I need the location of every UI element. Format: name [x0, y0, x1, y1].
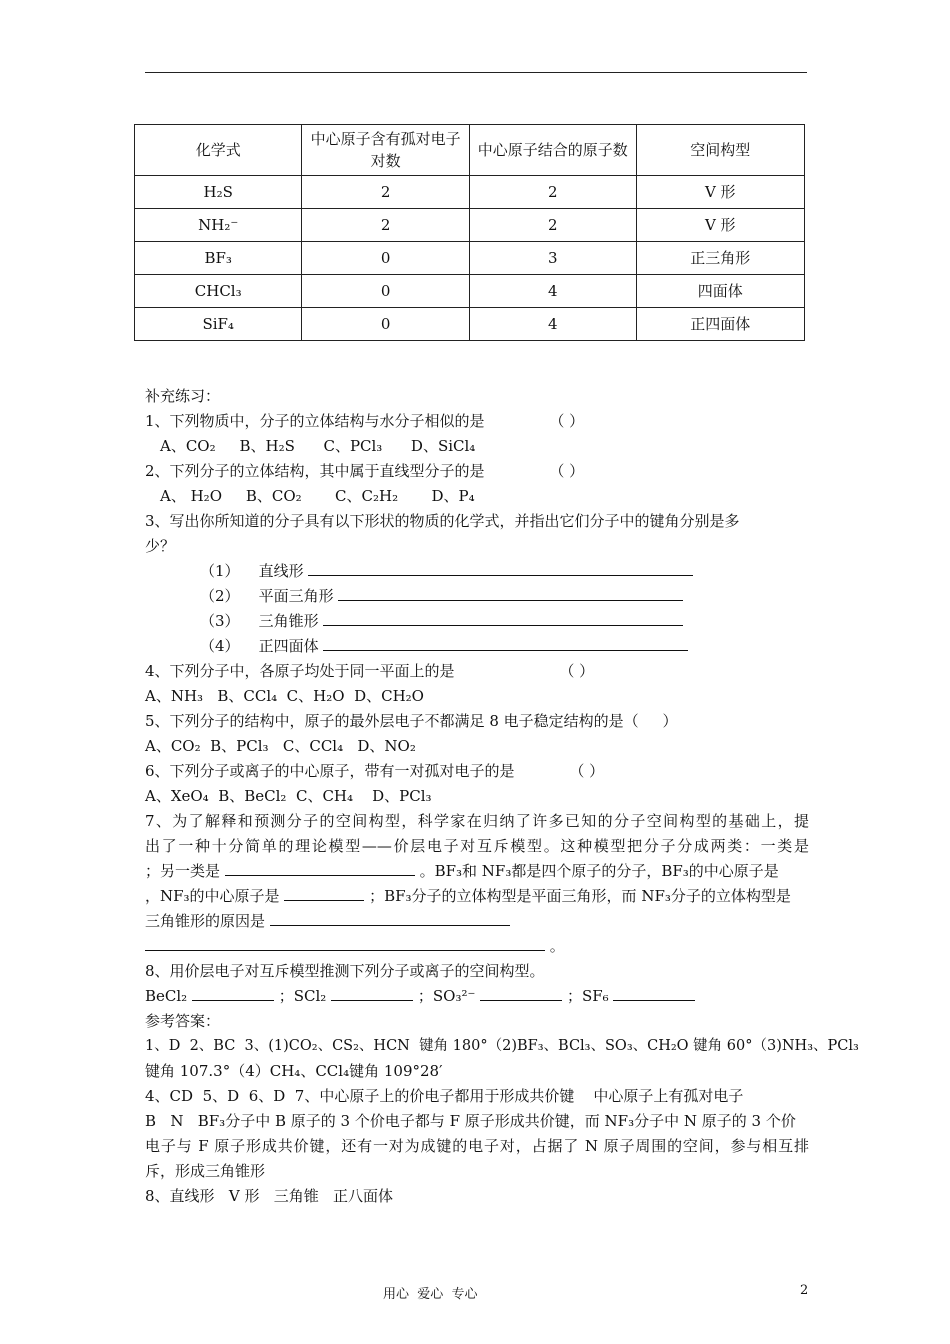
cell-shape: V 形 [636, 209, 805, 242]
question-7-cont: 出了一种十分简单的理论模型——价层电子对互斥模型。这种模型把分子分成两类：一类是 [145, 837, 809, 855]
answer-paren: （ ） [549, 412, 585, 430]
exercise-section [145, 384, 859, 1209]
question-1 [145, 409, 809, 434]
cell-shape: 四面体 [636, 275, 805, 308]
question-3-item [145, 559, 809, 584]
page-number: 2 [800, 1283, 809, 1298]
question-text: ；另一类是 [145, 862, 221, 880]
answer-line: 键角 107.3°（4）CH₄、CCl₄键角 109°28′ [145, 1062, 443, 1080]
item-label: ；SCl₂ [278, 987, 327, 1005]
cell-formula: SiF₄ [135, 308, 302, 341]
cell-lone-pairs: 0 [302, 308, 470, 341]
answer-line: 1、D 2、BC 3、(1)CO₂、CS₂、HCN 键角 180°（2)BF₃、BCl₃、SO₃、CH₂O 键角 60°（3)NH₃、PCl₃ [145, 1038, 859, 1054]
question-5-options: A、CO₂ B、PCl₃ C、CCl₄ D、NO₂ [145, 737, 416, 755]
question-7: 7、为了解释和预测分子的空间构型，科学家在归纳了许多已知的分子空间构型的基础上，提 [145, 812, 809, 830]
section-title: 补充练习： [145, 387, 221, 405]
question-4 [145, 659, 809, 684]
cell-lone-pairs: 0 [302, 275, 470, 308]
answer-blank[interactable] [284, 884, 364, 901]
answer-paren: （ ） [569, 762, 605, 780]
answer-blank[interactable] [308, 559, 693, 576]
answer-blank[interactable] [480, 984, 562, 1001]
cell-bonded-atoms: 4 [469, 308, 636, 341]
question-2 [145, 459, 809, 484]
answer-blank[interactable] [323, 609, 683, 626]
question-7-cont [145, 859, 809, 884]
question-7-cont [145, 934, 809, 959]
answer-line: 电子与 F 原子形成共价键，还有一对为成键的电子对，占据了 N 原子周围的空间，参与相互排 [145, 1137, 809, 1155]
answer-blank[interactable] [192, 984, 274, 1001]
header-rule [145, 72, 807, 73]
cell-bonded-atoms: 2 [469, 209, 636, 242]
cell-bonded-atoms: 2 [469, 176, 636, 209]
question-7-cont [145, 909, 809, 934]
item-label: （1） 直线形 [200, 562, 304, 580]
question-text: 6、下列分子或离子的中心原子，带有一对孤对电子的是 [145, 762, 515, 780]
question-8: 8、用价层电子对互斥模型推测下列分子或离子的空间构型。 [145, 962, 545, 980]
footer-slogan: 用心 爱心 专心 [383, 1287, 478, 1302]
table-row [135, 176, 805, 209]
answer-line: 8、直线形 V 形 三角锥 正八面体 [145, 1187, 394, 1205]
page-footer [0, 1283, 950, 1303]
question-text: ，NF₃的中心原子是 [145, 887, 280, 905]
answer-blank[interactable] [613, 984, 695, 1001]
answer-blank[interactable] [323, 634, 688, 651]
answer-blank[interactable] [225, 859, 415, 876]
table-row [135, 308, 805, 341]
item-label: ；SO₃²⁻ [417, 987, 476, 1005]
question-3-cont: 少？ [145, 537, 176, 555]
question-3: 3、写出你所知道的分子具有以下形状的物质的化学式，并指出它们分子中的键角分别是多 [145, 512, 740, 530]
question-3-item [145, 609, 809, 634]
answer-line: 4、CD 5、D 6、D 7、中心原子上的价电子都用于形成共价键 中心原子上有孤对电子 [145, 1087, 744, 1105]
cell-formula: NH₂⁻ [135, 209, 302, 242]
header-shape: 空间构型 [636, 125, 805, 176]
cell-bonded-atoms: 4 [469, 275, 636, 308]
table-row [135, 242, 805, 275]
table-header-row [135, 125, 805, 176]
answer-blank[interactable] [331, 984, 413, 1001]
answer-paren: （ ） [549, 462, 585, 480]
question-text: 1、下列物质中，分子的立体结构与水分子相似的是 [145, 412, 485, 430]
answer-blank[interactable] [338, 584, 683, 601]
question-8-blanks [145, 984, 809, 1009]
header-bonded-atoms: 中心原子结合的原子数 [469, 125, 636, 176]
answers-title: 参考答案： [145, 1012, 221, 1030]
question-text: 。BF₃和 NF₃都是四个原子的分子，BF₃的中心原子是 [419, 862, 779, 880]
item-label: （2） 平面三角形 [200, 587, 334, 605]
item-label: （4） 正四面体 [200, 637, 319, 655]
table-row [135, 209, 805, 242]
question-3-item [145, 634, 809, 659]
table-row [135, 275, 805, 308]
question-text: 。 [549, 937, 565, 955]
question-text: 2、下列分子的立体结构，其中属于直线型分子的是 [145, 462, 485, 480]
item-label: ；SF₆ [566, 987, 609, 1005]
header-formula: 化学式 [135, 125, 302, 176]
question-7-cont [145, 884, 809, 909]
cell-formula: CHCl₃ [135, 275, 302, 308]
question-text: 三角锥形的原因是 [145, 912, 266, 930]
item-label: （3） 三角锥形 [200, 612, 319, 630]
answer-blank[interactable] [270, 909, 510, 926]
molecule-table [134, 124, 805, 341]
cell-lone-pairs: 2 [302, 209, 470, 242]
cell-lone-pairs: 2 [302, 176, 470, 209]
answer-line: B N BF₃分子中 B 原子的 3 个价电子都与 F 原子形成共价键，而 NF₃分子中 N 原子的 3 个价 [145, 1112, 796, 1130]
answer-blank[interactable] [145, 934, 545, 951]
answer-line: 斥，形成三角锥形 [145, 1162, 266, 1180]
cell-lone-pairs: 0 [302, 242, 470, 275]
cell-formula: H₂S [135, 176, 302, 209]
cell-formula: BF₃ [135, 242, 302, 275]
cell-shape: 正三角形 [636, 242, 805, 275]
question-5: 5、下列分子的结构中，原子的最外层电子不都满足 8 电子稳定结构的是（ ） [145, 712, 678, 730]
question-6 [145, 759, 809, 784]
header-lone-pairs: 中心原子含有孤对电子对数 [302, 125, 470, 176]
item-label: BeCl₂ [145, 987, 188, 1005]
cell-shape: V 形 [636, 176, 805, 209]
cell-bonded-atoms: 3 [469, 242, 636, 275]
question-text: 4、下列分子中，各原子均处于同一平面上的是 [145, 662, 455, 680]
question-6-options: A、XeO₄ B、BeCl₂ C、CH₄ D、PCl₃ [145, 787, 432, 805]
question-text: ；BF₃分子的立体构型是平面三角形，而 NF₃分子的立体构型是 [369, 887, 791, 905]
answer-paren: （ ） [559, 662, 595, 680]
question-2-options: A、 H₂O B、CO₂ C、C₂H₂ D、P₄ [160, 487, 475, 505]
question-3-item [145, 584, 809, 609]
question-4-options: A、NH₃ B、CCl₄ C、H₂O D、CH₂O [145, 687, 424, 705]
cell-shape: 正四面体 [636, 308, 805, 341]
question-1-options: A、CO₂ B、H₂S C、PCl₃ D、SiCl₄ [160, 437, 476, 455]
